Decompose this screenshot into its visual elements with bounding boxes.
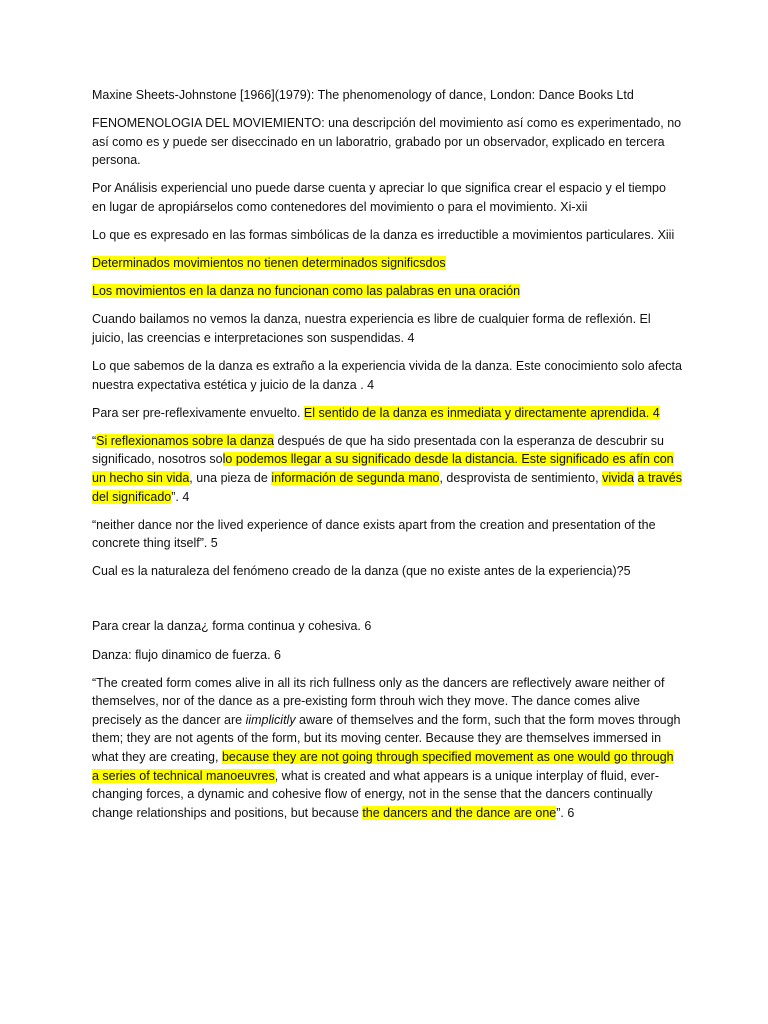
text-segment: “The created form comes alive in all its rich fullness only as the dancers are reflectively aware neither of themselves, nor of the dance as a pre-existing form throuh wich they move. The dance comes alive precisely as the dancer are	[92, 675, 665, 727]
paragraph-formas-simbolicas: Lo que es expresado en las formas simbólicas de la danza es irreductible a movimientos particulares. Xiii	[92, 228, 675, 243]
paragraph-naturaleza-fenomeno: Cual es la naturaleza del fenómeno creado de la danza (que no existe antes de la experiencia)?5	[92, 564, 631, 579]
text-segment: ”. 6	[556, 805, 575, 820]
text-segment: , what is created and what appears is a unique interplay of fluid, ever-changing forces, a dynamic and cohesive flow of energy, not in the sense that the dancers continually change relationships and positions, but because	[92, 768, 659, 820]
text-segment: , una pieza de	[189, 471, 272, 485]
highlight-si-reflexionamos: Si reflexionamos sobre la danza	[96, 433, 275, 448]
highlight-vivida: vivida	[602, 471, 635, 485]
highlight-sentido-danza: El sentido de la danza es inmediata y directamente aprendida. 4	[303, 405, 660, 420]
blank-line	[92, 590, 682, 617]
paragraph-created-form	[92, 674, 682, 823]
italic-implicitly: iimplicitly	[245, 712, 296, 727]
highlight-traves-significado: a través del significado	[92, 471, 682, 504]
text-segment: “	[92, 433, 97, 448]
paragraph-movimientos-palabras	[92, 282, 682, 301]
text-segment: después de que ha sido presentada con la esperanza de descubrir su significado, nosotros so	[92, 433, 664, 467]
paragraph-crear-danza: Para crear la danza¿ forma continua y cohesiva. 6	[92, 619, 372, 634]
paragraph-si-reflexionamos	[92, 432, 682, 506]
paragraph-pre-reflexivamente	[92, 404, 682, 423]
text-segment: aware of themselves and the form, such that the form moves through them; they are not agents of the form, but its moving center. Because they are themselves immersed in what they are creating,	[92, 712, 681, 765]
highlight-segunda-mano: información de segunda mano	[271, 471, 440, 485]
document-page	[92, 86, 682, 832]
paragraph-determinados-movimientos	[92, 254, 682, 273]
highlight-significado-distancia: lo podemos llegar a su significado desde la distancia. Este significado es afín con un hecho sin vida	[92, 452, 674, 485]
citation-line: Maxine Sheets-Johnstone [1966](1979): The phenomenology of dance, London: Dance Books Ltd	[92, 88, 634, 102]
highlight-determinados-movimientos: Determinados movimientos no tienen determinados significsdos	[92, 256, 446, 271]
text-segment: ”. 4	[171, 489, 190, 504]
highlight-technical-manoeuvres: because they are not going through specified movement as one would go through a series of technical manoeuvres	[92, 750, 674, 783]
paragraph-analisis-experiencial: Por Análisis experiencial uno puede darse cuenta y apreciar lo que significa crear el espacio y el tiempo en lugar de apropiárselos como contenedores del movimiento o para el movimiento. Xi-xii	[92, 181, 666, 214]
paragraph-cuando-bailamos: Cuando bailamos no vemos la danza, nuestra experiencia es libre de cualquier forma de reflexión. El juicio, las creencias e interpretaciones son suspendidas. 4	[92, 312, 651, 345]
paragraph-lo-que-sabemos: Lo que sabemos de la danza es extraño a la experiencia vivida de la danza. Este conocimiento solo afecta nuestra expectativa estética y juicio de la danza . 4	[92, 359, 682, 392]
highlight-movimientos-palabras: Los movimientos en la danza no funcionan como las palabras en una oración	[92, 284, 521, 299]
paragraph-flujo-dinamico: Danza: flujo dinamico de fuerza. 6	[92, 647, 281, 662]
text-segment: , desprovista de sentimiento,	[439, 471, 603, 485]
text-segment: Para ser pre-reflexivamente envuelto.	[92, 405, 304, 420]
paragraph-fenomenologia: FENOMENOLOGIA DEL MOVIEMIENTO: una descripción del movimiento así como es experimentado, no así como es y puede ser diseccinado en un laboratrio, grabado por un observador, explicado en tercera persona.	[92, 116, 682, 168]
text-segment	[634, 471, 637, 485]
paragraph-neither-dance: “neither dance nor the lived experience of dance exists apart from the creation and presentation of the concrete thing itself”. 5	[92, 517, 656, 551]
highlight-dancers-dance-one: the dancers and the dance are one	[362, 805, 557, 820]
